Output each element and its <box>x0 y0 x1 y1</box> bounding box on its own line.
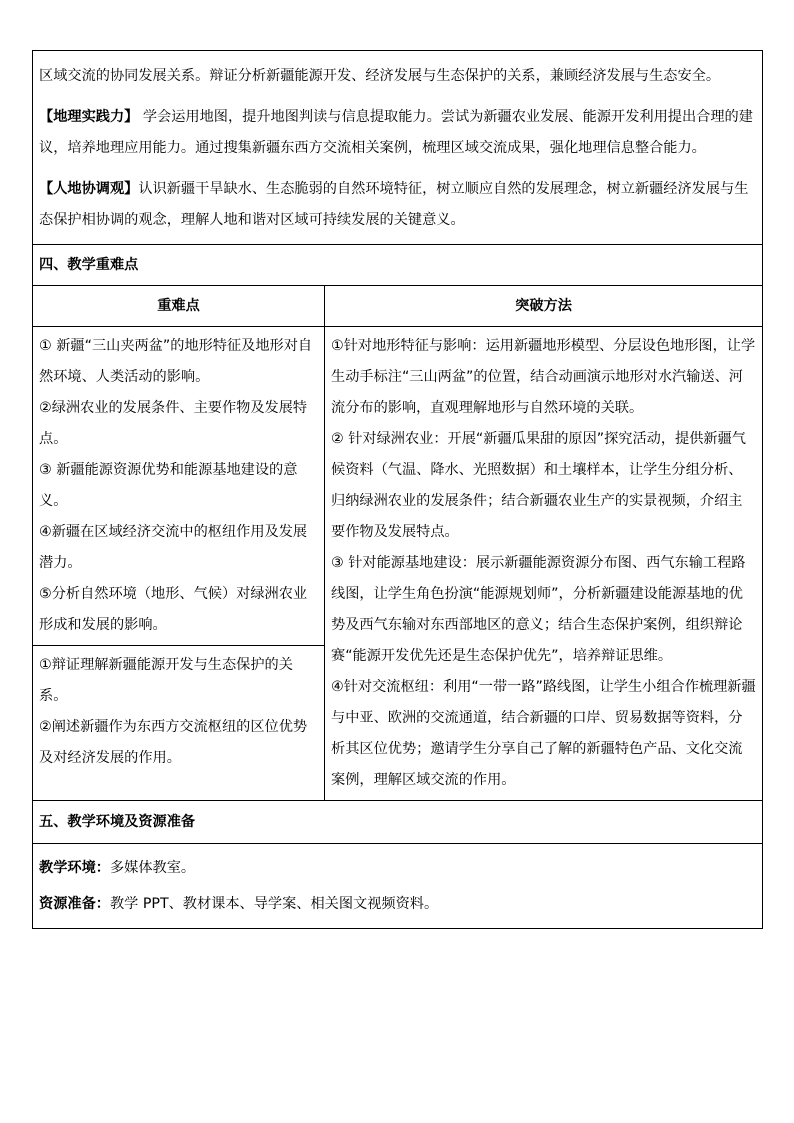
resources-label: 资源准备： <box>39 896 110 912</box>
section4-header-row <box>33 286 763 327</box>
practice-text: 学会运用地图，提升地图判读与信息提取能力。尝试为新疆农业发展、能源开发利用提出合理的建议，培养地理应用能力。通过搜集新疆东西方交流相关案例，梳理区域交流成果，强化地理信息整合能力。 <box>39 109 753 156</box>
method-item: ② 针对绿洲农业：开展“新疆瓜果甜的原因”探究活动，提供新疆气候资料（气温、降水、光照数据）和土壤样本，让学生分组分析、归纳绿洲农业的发展条件；结合新疆农业生产的实景视频，介绍主要作物及发展特点。 <box>331 431 746 540</box>
key-point-item: ④新疆在区域经济交流中的枢纽作用及发展潜力。 <box>39 524 308 571</box>
practice-label: 【地理实践力】 <box>39 109 139 125</box>
method-item: ①针对地形特征与影响：运用新疆地形模型、分层设色地形图，让学生动手标注“三山两盆”的位置，结合动画演示地形对水汽输送、河流分布的影响，直观理解地形与自然环境的关联。 <box>331 338 756 416</box>
key-points-block <box>33 327 324 646</box>
section4-title-row <box>33 245 763 286</box>
resources-line <box>39 886 756 922</box>
harmony-text: 认识新疆干旱缺水、生态脆弱的自然环境特征，树立顺应自然的发展理念，树立新疆经济发展与生态保护相协调的观念，理解人地和谐对区域可持续发展的关键意义。 <box>39 181 749 228</box>
environment-text: 多媒体教室。 <box>109 860 196 876</box>
practice-paragraph <box>39 102 756 164</box>
resources-text: 教学 PPT、教材课本、导学案、相关图文视频资料。 <box>109 896 439 912</box>
goals-row <box>33 51 763 245</box>
key-point-item: ②绿洲农业的发展条件、主要作物及发展特点。 <box>39 400 308 447</box>
goals-intro: 区域交流的协同发展关系。辩证分析新疆能源开发、经济发展与生态保护的关系，兼顾经济发展与生态安全。 <box>39 68 721 84</box>
section4-title: 四、教学重难点 <box>33 245 763 286</box>
environment-label: 教学环境： <box>39 860 110 876</box>
key-points-header: 重难点 <box>33 286 325 327</box>
key-point-item: ① 新疆“三山夹两盆”的地形特征及地形对自然环境、人类活动的影响。 <box>39 338 313 385</box>
points-cell <box>33 327 325 801</box>
harmony-label: 【人地协调观】 <box>39 181 139 197</box>
method-item: ③ 针对能源基地建设：展示新疆能源资源分布图、西气东输工程路线图，让学生角色扮演“能源规划师”，分析新疆建设能源基地的优势及西气东输对东西部地区的意义；结合生态保护案例，组织辩论赛“能源开发优先还是生态保护优先”，培养辩证思维。 <box>331 555 746 664</box>
environment-line <box>39 850 756 886</box>
lesson-plan-page <box>32 50 762 929</box>
key-point-item: ③ 新疆能源资源优势和能源基地建设的意义。 <box>39 462 298 509</box>
harmony-paragraph <box>39 174 756 236</box>
difficult-point-item: ①辩证理解新疆能源开发与生态保护的关系。 <box>39 657 293 704</box>
section5-title: 五、教学环境及资源准备 <box>33 801 763 844</box>
section4-content-row <box>33 327 763 801</box>
section5-content-row <box>33 844 763 929</box>
lesson-plan-table <box>32 50 763 929</box>
methods-header: 突破方法 <box>325 286 763 327</box>
key-point-item: ⑤分析自然环境（地形、气候）对绿洲农业形成和发展的影响。 <box>39 586 308 633</box>
difficult-points-block <box>33 646 324 778</box>
methods-cell <box>325 327 763 801</box>
difficult-point-item: ②阐述新疆作为东西方交流枢纽的区位优势及对经济发展的作用。 <box>39 719 308 766</box>
section5-title-row <box>33 801 763 844</box>
method-item: ④针对交流枢纽：利用“一带一路”路线图，让学生小组合作梳理新疆与中亚、欧洲的交流通道，结合新疆的口岸、贸易数据等资料，分析其区位优势；邀请学生分享自己了解的新疆特色产品、文化交流案例，理解区域交流的作用。 <box>331 679 756 788</box>
